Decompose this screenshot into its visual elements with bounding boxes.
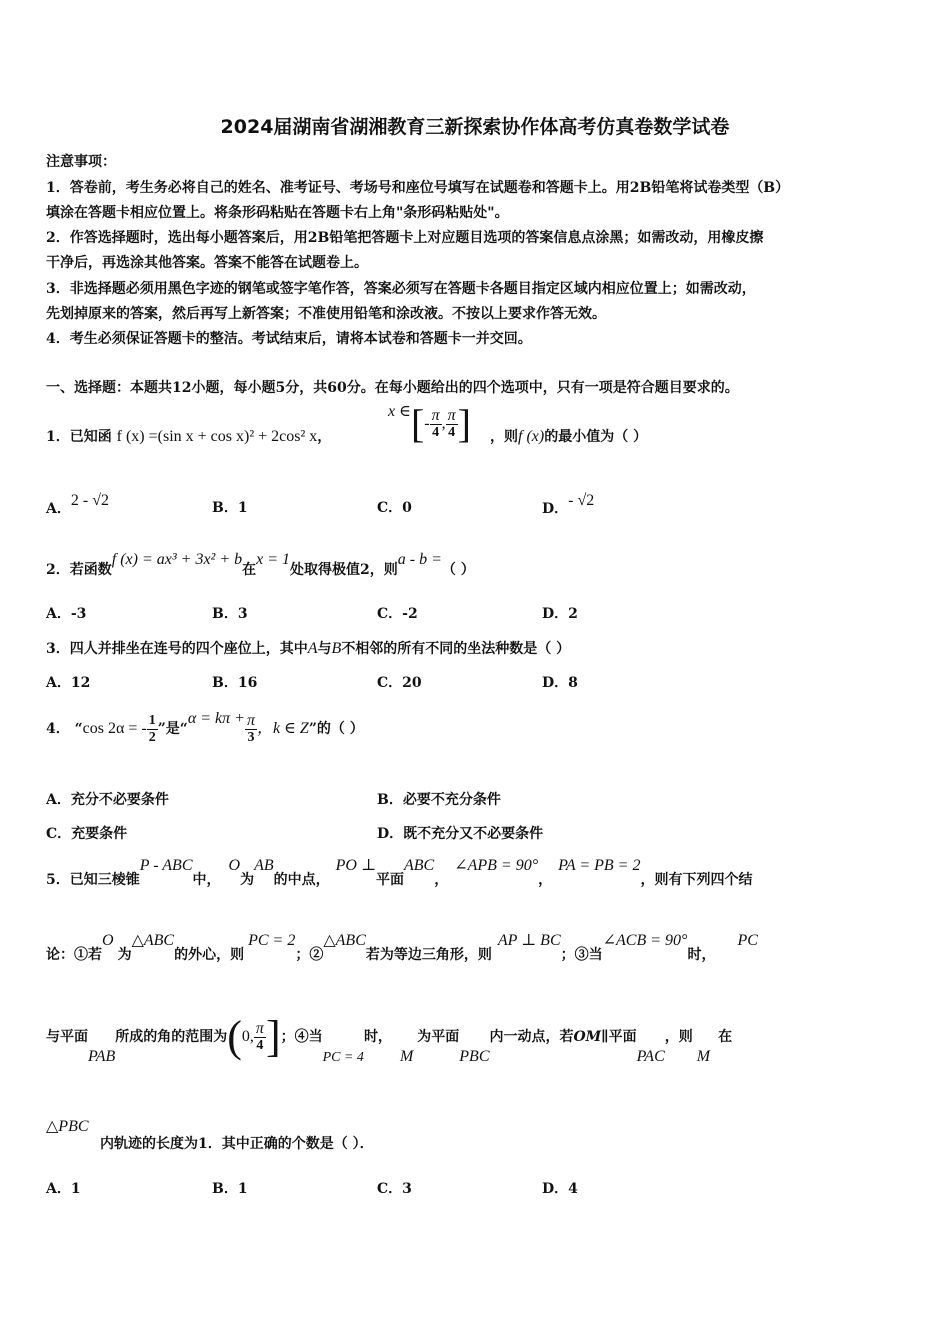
- q1-four: 4: [448, 424, 456, 440]
- q5-option: D．4: [542, 1181, 578, 1197]
- q2-mid1: 在: [242, 562, 257, 578]
- q5-l2-tri2: △ABC: [323, 932, 366, 949]
- q4-option: B．必要不充分条件: [377, 792, 501, 808]
- q5-l3-pc4: PC = 4: [322, 1050, 364, 1065]
- q5-pa-pb: PA = PB = 2: [558, 857, 641, 874]
- q5-l3-ze: ，则: [664, 1029, 693, 1045]
- q3-B: B: [331, 640, 342, 657]
- q1-frac-1: [430, 408, 442, 441]
- q5-l3-frac: [254, 1021, 266, 1054]
- q2-option: B．3: [212, 606, 248, 622]
- q1-frac-2: [446, 408, 458, 441]
- page-title: 2024届湖南省湖湘教育三新探索协作体高考仿真卷数学试卷: [220, 116, 730, 138]
- q3-post: 不相邻的所有不同的坐法种数是（ ）: [341, 641, 571, 657]
- q1-post2: 的最小值为（ ）: [544, 429, 648, 445]
- q2-option: D．2: [542, 606, 578, 622]
- q5-l3-pre: 与平面: [46, 1029, 88, 1045]
- q2-text: 2．若函数: [46, 562, 112, 578]
- q5-PO: PO ⊥: [335, 857, 376, 874]
- q5-l3-pi: π: [255, 1019, 264, 1037]
- q2-option: C．-2: [377, 606, 418, 622]
- q1-text: 1．已知函: [46, 429, 112, 445]
- q5-comma: ，: [538, 872, 553, 888]
- q1-option: C．0: [377, 500, 412, 516]
- q1-tail: [490, 428, 647, 446]
- q2-at: x = 1: [256, 551, 291, 568]
- q4-post: ”的（ ）: [308, 721, 364, 737]
- q1-neg: -: [424, 415, 430, 432]
- q1-four: 4: [432, 424, 440, 440]
- q5-l3-range: 所成的角的范围为: [115, 1029, 228, 1045]
- q5-option: B．1: [212, 1181, 248, 1197]
- notice-heading: 注意事项：: [46, 154, 116, 170]
- option-value: 2 - √2: [70, 492, 109, 509]
- q3-stem: [46, 640, 570, 658]
- q5-l3-shi: 时，: [363, 1029, 392, 1045]
- notice-line: 填涂在答题卡相应位置上。将条形码粘贴在答题卡右上角"条形码粘贴处"。: [46, 205, 509, 221]
- q1-comma: ，: [317, 429, 332, 445]
- q4-frac-half: [147, 713, 158, 746]
- q5-l2-pc: PC = 2: [248, 932, 296, 949]
- q5-l2-eq: 若为等边三角形，则: [365, 947, 492, 963]
- q5-l4-text: 内轨迹的长度为1．其中正确的个数是（ ）．: [100, 1136, 374, 1152]
- q5-l2-pre: 论：①若: [46, 947, 102, 963]
- q1-fx: f (x): [518, 428, 545, 445]
- q5-line-3: 与平面PAB所成的角的范围为(0, $\frac{\pi}{4}$ ]；④当PC = 4时，M为平面PBC内一动点，若OM∥平面PAC，则M在: [46, 1012, 733, 1065]
- q1-option: [542, 492, 594, 518]
- q4-option: D．既不充分又不必要条件: [377, 826, 544, 842]
- q4-stem: [46, 710, 364, 746]
- q5-l2-O: O: [102, 932, 114, 949]
- q1-pi: π: [431, 406, 440, 424]
- q5-l3-zero: 0,: [241, 1028, 254, 1045]
- q4-option: C．充要条件: [46, 826, 128, 842]
- q5-option: A．1: [46, 1181, 81, 1197]
- q3-option: A．12: [46, 675, 91, 691]
- q1-sep: ,: [441, 415, 446, 432]
- q4-frac-pi3: [245, 713, 257, 746]
- notice-line: 1．答卷前，考生务必将自己的姓名、准考证号、考场号和座位号填写在试题卷和答题卡上。用2B铅笔将试卷类型（B）: [46, 180, 790, 196]
- q5-comma: ，: [434, 872, 449, 888]
- q5-l3-plane: 平面: [608, 1029, 637, 1045]
- q2-mid2: 处取得极值2，则: [290, 562, 398, 578]
- q5-O: O: [228, 857, 241, 874]
- q5-l3-4: ；④当: [280, 1029, 323, 1045]
- q5-post: ，则有下列四个结: [640, 872, 753, 888]
- q4-pre: 4． “: [46, 721, 83, 737]
- q5-zhong: 中，: [192, 872, 221, 888]
- q5-l2-tri: △ABC: [131, 932, 175, 949]
- notice-line: 干净后，再选涂其他答案。答案不能答在试题卷上。: [46, 255, 368, 271]
- q3-text: 3．四人并排坐在连号的四个座位上，其中: [46, 641, 308, 657]
- q5-option: C．3: [377, 1181, 412, 1197]
- q5-ABC: ABC: [403, 857, 435, 874]
- q5-l3-pbc: PBC: [459, 1048, 490, 1065]
- q5-l2-PC: PC: [737, 932, 758, 949]
- q5-l3-pab: PAB: [88, 1048, 116, 1065]
- q1-option: [46, 492, 109, 518]
- q5-l2-wei: 为: [117, 947, 132, 963]
- option-value: - √2: [568, 492, 595, 509]
- q5-l3-wei: 为平面: [417, 1029, 460, 1045]
- q5-plane: 平面: [375, 872, 404, 888]
- q5-line-1: [46, 857, 752, 889]
- option-label: A．: [46, 501, 71, 517]
- q1-stem: [46, 428, 331, 446]
- q5-line-2: [46, 932, 758, 964]
- q4-two: 2: [148, 729, 156, 745]
- q2-formula: f (x) = ax³ + 3x² + b: [111, 551, 243, 568]
- q3-option: D．8: [542, 675, 578, 691]
- q4-rhs: α = kπ +: [187, 710, 245, 727]
- q5-l4-tri: △PBC: [46, 1118, 89, 1135]
- q5-mid: 的中点，: [273, 872, 330, 888]
- q5-l2-3: ；③当: [560, 947, 603, 963]
- q3-option: C．20: [377, 675, 422, 691]
- q1-option: B．1: [212, 500, 248, 516]
- q5-l3-pac: PAC: [636, 1048, 665, 1065]
- q3-option: B．16: [212, 675, 258, 691]
- q4-option: A．充分不必要条件: [46, 792, 169, 808]
- q4-one: 1: [148, 712, 156, 728]
- q5-l3-four: 4: [256, 1037, 264, 1053]
- q5-l2-2: ；②: [295, 947, 324, 963]
- q5-wei: 为: [240, 872, 255, 888]
- q5-pabc: P - ABC: [139, 857, 193, 874]
- q4-pi: π: [246, 711, 255, 729]
- notice-line: 2．作答选择题时，选出每小题答案后，用2B铅笔把答题卡上对应题目选项的答案信息点涂黑；如需改动，用橡皮擦: [46, 230, 764, 246]
- q5-l3-zai: 在: [718, 1029, 733, 1045]
- q1-pi: π: [447, 406, 456, 424]
- q2-stem: [46, 551, 475, 579]
- q5-AB: AB: [254, 857, 274, 874]
- q5-pre: 5．已知三棱锥: [46, 872, 140, 888]
- q5-l2-wx: 的外心，则: [174, 947, 245, 963]
- notice-line: 3．非选择题必须用黑色字迹的钢笔或签字笔作答，答案必须写在答题卡各题目指定区域内相应位置上；如需改动，: [46, 281, 756, 297]
- option-label: D．: [542, 501, 569, 517]
- q1-formula: f (x) =(sin x + cos x)² + 2cos² x: [116, 428, 318, 445]
- q3-and: 与: [317, 641, 332, 657]
- notice-line: 4．考生必须保证答题卡的整洁。考试结束后，请将本试卷和答题卡一并交回。: [46, 331, 532, 347]
- q5-l3-M: M: [399, 1048, 414, 1065]
- q2-post: （ ）: [441, 562, 475, 578]
- section-heading: 一、选择题：本题共12小题，每小题5分，共60分。在每小题给出的四个选项中，只有一项是符合题目要求的。: [46, 380, 739, 396]
- notice-line: 先划掉原来的答案，然后再写上新答案；不准使用铅笔和涂改液。不按以上要求作答无效。: [46, 306, 606, 322]
- q5-l3-M2: M: [696, 1048, 711, 1065]
- q5-l2-shi: 时，: [687, 947, 716, 963]
- q4-lhs: cos 2α = -: [82, 720, 147, 737]
- q5-angle-apb: ∠APB = 90°: [454, 857, 539, 874]
- q5-l3-in: 内一动点，若: [489, 1029, 574, 1045]
- q5-l2-ap: AP ⊥ BC: [497, 932, 561, 949]
- q5-l3-om: OM∥: [573, 1029, 609, 1045]
- q1-post1: ，则: [490, 429, 518, 445]
- q1-x-in: x ∈: [388, 403, 411, 420]
- q2-option: A．-3: [46, 606, 87, 622]
- q2-expr: a - b =: [397, 551, 442, 568]
- q3-A: A: [307, 640, 318, 657]
- q5-l2-acb: ∠ACB = 90°: [602, 932, 688, 949]
- q4-kz: ，k ∈ Z: [256, 720, 309, 737]
- q4-mid: ”是“: [157, 721, 188, 737]
- q5-line-4: [46, 1118, 89, 1144]
- q4-three: 3: [247, 729, 255, 745]
- q1-domain: x ∈[- $\frac{\pi}{4}$ , $\frac{\pi}{4}$ ]: [388, 401, 471, 446]
